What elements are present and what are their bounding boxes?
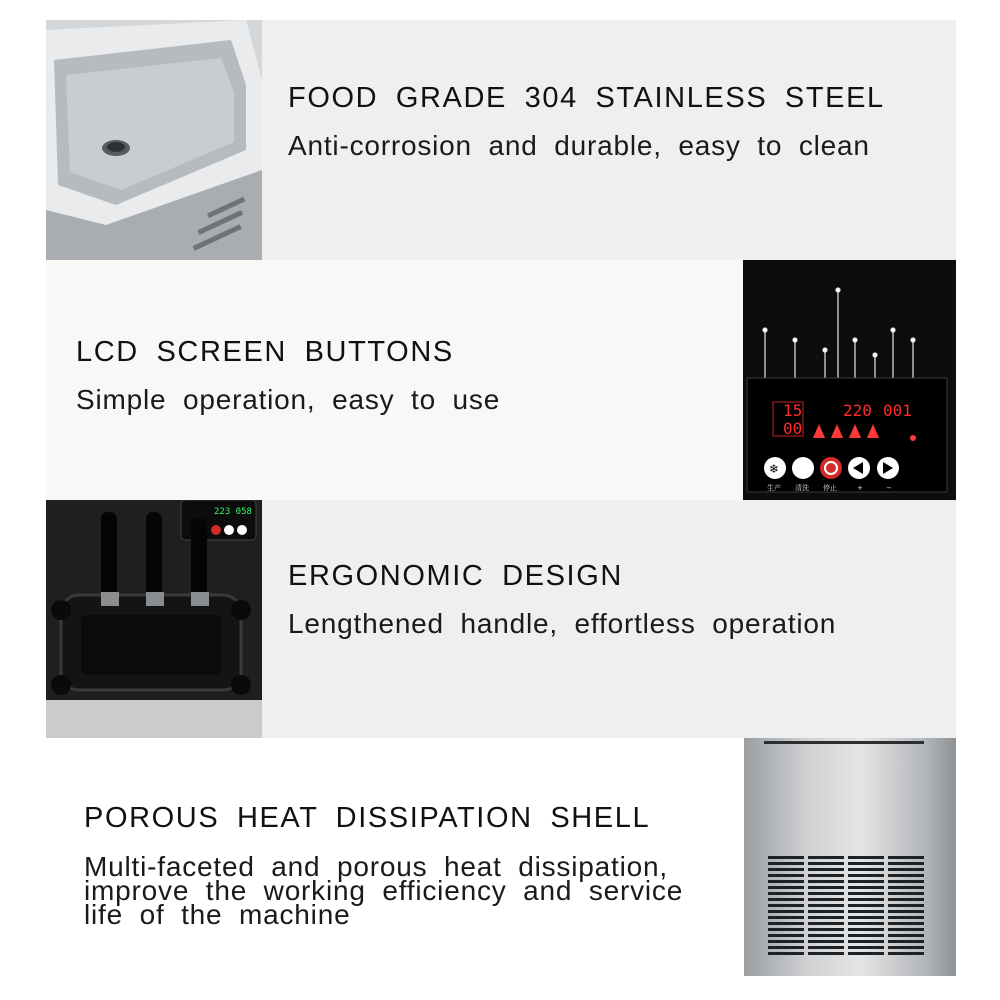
vent-slot: [888, 928, 924, 931]
vent-slot: [848, 928, 884, 931]
vented-shell-photo: [744, 738, 956, 976]
vent-slot: [768, 928, 804, 931]
vent-slot: [848, 880, 884, 883]
vent-slot: [848, 862, 884, 865]
vent-slot: [888, 922, 924, 925]
vent-slot: [808, 946, 844, 949]
lcd-mid-value: 220: [843, 401, 872, 420]
feature-title: LCD SCREEN BUTTONS: [76, 336, 454, 368]
vent-slot: [848, 892, 884, 895]
vent-slot: [808, 928, 844, 931]
vent-slot: [808, 862, 844, 865]
feature-panel-heat-dissipation: [46, 738, 956, 976]
vent-slot: [848, 952, 884, 955]
vent-slot: [808, 934, 844, 937]
vent-slot: [808, 868, 844, 871]
vent-slot: [768, 856, 804, 859]
vent-slot: [888, 886, 924, 889]
vent-slot: [808, 898, 844, 901]
vent-slot: [888, 868, 924, 871]
vent-slot: [848, 886, 884, 889]
vent-slot: [848, 934, 884, 937]
vent-slot: [808, 886, 844, 889]
feature-panel-stainless: [46, 20, 956, 260]
vent-slot: [768, 916, 804, 919]
feature-subtitle: Anti-corrosion and durable, easy to clean: [288, 130, 870, 161]
vent-slot: [848, 874, 884, 877]
vent-slot: [808, 874, 844, 877]
feature-subtitle: Simple operation, easy to use: [76, 384, 501, 415]
stainless-sink-photo: [46, 20, 262, 260]
lcd-top-left-value: 15: [783, 401, 803, 420]
lcd-right-value: 001: [883, 401, 912, 420]
vent-slot: [768, 898, 804, 901]
vent-slot: [848, 904, 884, 907]
vent-slot: [768, 922, 804, 925]
lcd-bottom-left-value: 00: [783, 419, 803, 438]
vent-slot: [808, 940, 844, 943]
vent-slot: [848, 856, 884, 859]
vent-slot: [848, 916, 884, 919]
vent-slot: [848, 898, 884, 901]
vent-slot: [768, 886, 804, 889]
vent-slot: [808, 880, 844, 883]
vent-slot: [768, 940, 804, 943]
vent-slot: [888, 952, 924, 955]
vent-slot: [888, 898, 924, 901]
vent-slot: [888, 940, 924, 943]
vent-slot: [768, 952, 804, 955]
vent-slot: [768, 862, 804, 865]
vent-slot: [808, 904, 844, 907]
dispenser-handles-photo: [46, 500, 262, 740]
feature-subtitle-line: life of the machine: [84, 899, 351, 930]
feature-subtitle-line: improve the working efficiency and service: [84, 875, 684, 906]
lcd-button-label: 清洗: [795, 484, 809, 492]
vent-slot: [888, 892, 924, 895]
vent-slot: [848, 910, 884, 913]
lcd-button-label: 生产: [767, 484, 781, 492]
vent-slot: [768, 934, 804, 937]
vent-slot: [848, 946, 884, 949]
vent-slot: [768, 910, 804, 913]
vent-slot: [888, 862, 924, 865]
lcd-control-panel-photo: [743, 260, 956, 500]
vent-slot: [888, 916, 924, 919]
feature-panel-ergonomic: [46, 500, 956, 740]
feature-subtitle-line: Multi-faceted and porous heat dissipation,: [84, 851, 668, 882]
feature-title: FOOD GRADE 304 STAINLESS STEEL: [288, 82, 885, 114]
vent-slot: [888, 904, 924, 907]
vent-slot: [808, 892, 844, 895]
vent-slot: [768, 880, 804, 883]
vent-slot: [768, 868, 804, 871]
vent-slot: [768, 946, 804, 949]
vent-slot: [808, 952, 844, 955]
vent-slot: [808, 856, 844, 859]
lcd-button-label: 停止: [823, 484, 837, 492]
vent-slot: [768, 904, 804, 907]
vent-slot: [768, 892, 804, 895]
svg-text:❄: ❄: [769, 462, 780, 476]
feature-subtitle: Lengthened handle, effortless operation: [288, 608, 837, 639]
vent-slot: [848, 868, 884, 871]
vent-slot: [808, 922, 844, 925]
feature-title: POROUS HEAT DISSIPATION SHELL: [84, 802, 651, 834]
vent-slot: [888, 880, 924, 883]
vent-slot: [848, 940, 884, 943]
vent-slot: [888, 910, 924, 913]
vent-slot: [808, 910, 844, 913]
feature-panel-lcd: [46, 260, 956, 500]
vent-slot: [888, 946, 924, 949]
vent-slot: [848, 922, 884, 925]
vent-slot: [888, 856, 924, 859]
mini-display-value: 223 058: [214, 507, 252, 517]
vent-slot: [808, 916, 844, 919]
lcd-button-label: +: [857, 484, 863, 492]
vent-slot: [888, 874, 924, 877]
feature-title: ERGONOMIC DESIGN: [288, 560, 623, 592]
vent-slot: [888, 934, 924, 937]
vent-slot: [768, 874, 804, 877]
lcd-button-label: −: [886, 484, 892, 492]
